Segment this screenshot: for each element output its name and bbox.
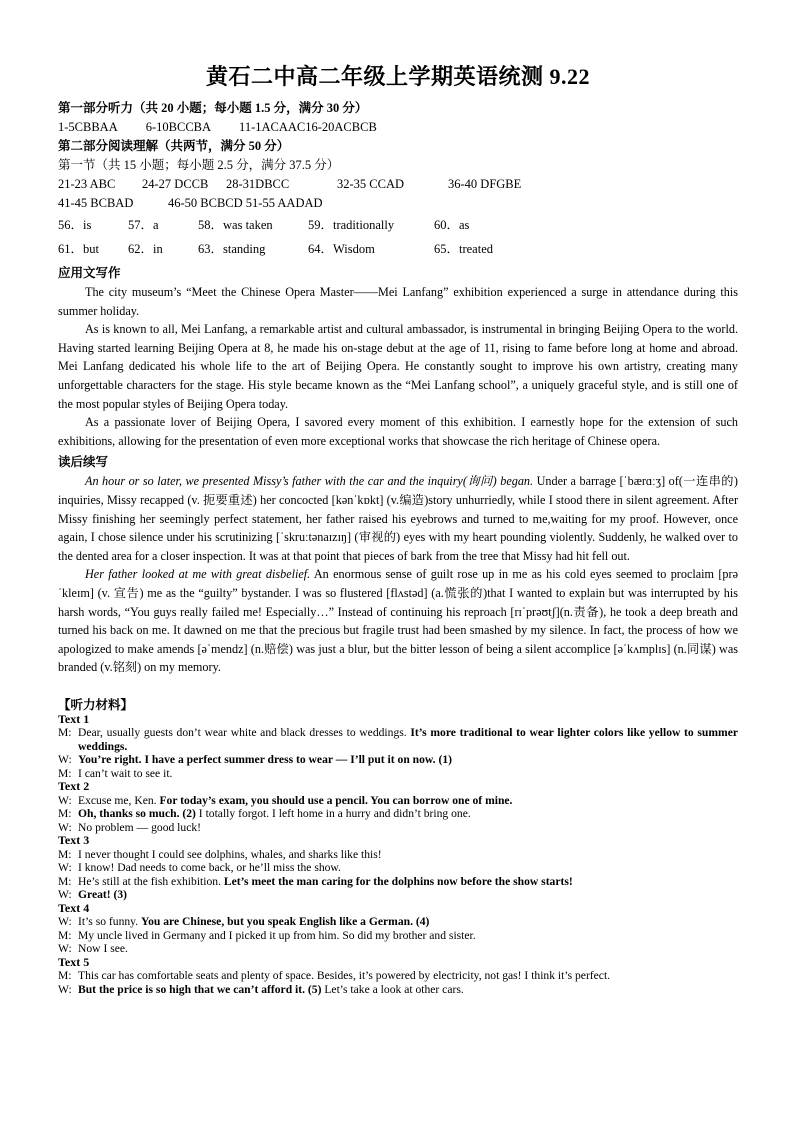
dialogue-text: I never thought I could see dolphins, whales, and sharks like this! [78, 847, 382, 861]
cloze-answer: 61．but [58, 242, 99, 256]
key-sentence: But the price is so high that we can’t afford it. (5) [78, 982, 322, 996]
speaker-label: W: [58, 793, 72, 807]
cloze-answers-row-1 [58, 213, 738, 237]
dialogue-line [58, 888, 738, 902]
dialogue-line [58, 861, 738, 875]
part1-answers [58, 118, 738, 137]
dialogue-text: Let’s take a look at other cars. [321, 982, 464, 996]
dialogue-text: Now I see. [78, 942, 128, 956]
answer-group: 28-31DBCC [226, 177, 290, 191]
key-sentence: You are Chinese, but you speak English like a German. (4) [141, 915, 430, 929]
speaker-label: W: [58, 820, 72, 834]
dialogue-text: No problem — good luck! [78, 820, 202, 834]
dialogue-line [58, 753, 738, 767]
dialogue-line [58, 848, 738, 862]
text-label: Text 3 [58, 833, 90, 848]
dialogue-line [58, 942, 738, 956]
text-label: Text 5 [58, 954, 90, 969]
answer-group: 46-50 BCBCD 51-55 AADAD [168, 196, 323, 210]
key-sentence: Let’s meet the man caring for the dolphins now before the show starts! [223, 874, 573, 888]
writing-paragraph: The city museum’s “Meet the Chinese Opera Master——Mei Lanfang” exhibition experienced a surge in attendance during this summer holiday. [58, 285, 738, 318]
dialogue-line [58, 983, 738, 997]
speaker-label: M: [58, 726, 72, 740]
dialogue-text: It’s so funny. [78, 915, 142, 929]
listening-heading: 【听力材料】 [58, 697, 134, 712]
answer-group: 24-27 DCCB [142, 177, 209, 191]
cloze-answer: 63．standing [198, 242, 266, 256]
speaker-label: M: [58, 847, 72, 861]
key-sentence: Oh, thanks so much. (2) [78, 807, 196, 821]
page-title: 黄石二中高二年级上学期英语统测 9.22 [205, 64, 590, 89]
dialogue-line [58, 875, 738, 889]
cloze-answer: 65．treated [434, 242, 494, 256]
key-sentence: You’re right. I have a perfect summer dress to wear — I’ll put it on now. (1) [78, 753, 452, 767]
speaker-label: W: [58, 942, 72, 956]
cloze-answer: 58．was taken [198, 218, 273, 232]
part2-heading: 第二部分阅读理解（共两节，满分 50 分） [58, 139, 290, 153]
speaker-label: M: [58, 874, 72, 888]
speaker-label: W: [58, 982, 72, 996]
writing-heading: 应用文写作 [58, 266, 121, 280]
continuation-paragraph [58, 565, 738, 677]
cloze-answer: 57．a [128, 218, 159, 232]
continuation-paragraph [58, 472, 738, 565]
writing-paragraph: As is known to all, Mei Lanfang, a remarkable artist and cultural ambassador, is instrumental in bringing Beijing Opera to the world. Having started learning Beijing Opera at 8, he made his on-stage debut at the age of 11, rising to fame before long at home and abroad. Mei Lanfang dedicated his whole life to the art of Beijing Opera. He constantly sought to improve his own artistry, creating many unforgettable characters for the stage. His style became known as the “Mei Lanfang school”, a uniquely graceful style, and is still one of the most popular styles of Beijing Opera today. [58, 322, 738, 411]
dialogue-text: I totally forgot. I left home in a hurry and didn’t bring one. [195, 807, 471, 821]
key-sentence: Great! (3) [78, 888, 128, 902]
dialogue-text: This car has comfortable seats and plenty of space. Besides, it’s powered by electricity, not gas! I think it’s perfect. [78, 969, 611, 983]
cloze-answer: 59．traditionally [308, 218, 395, 232]
key-sentence: For today’s exam, you should use a pencil. You can borrow one of mine. [159, 793, 513, 807]
dialogue-text: Dear, usually guests don’t wear white and black dresses to weddings. [78, 726, 411, 740]
speaker-label: W: [58, 888, 72, 902]
text-label: Text 4 [58, 900, 90, 915]
speaker-label: M: [58, 928, 72, 942]
paragraph-body: An enormous sense of guilt rose up in me as his cold eyes seemed to proclaim [prəˈkleɪm] (v. 宣告) me as the “guilty” bystander. I was so flustered [flʌstəd] (a.慌张的)that I wanted to explain but was interrupted by his harsh words, “You guys really failed me! Especially…” Instead of continuing his reproach [rɪˈprəʊtʃ](n.责备), he took a deep breath and turned his back on me. It dawned on me that the precious but fragile trust had been smashed by my silence. In fact, the process of how we apologized to make amends [əˈmendz] (n.赔偿) was just a blur, but the bitter lesson of being a silent accomplice [əˈkʌmplɪs] (n.同谋) was branded (v.铭刻) on my memory. [58, 567, 738, 675]
italic-lead: An hour or so later, we presented Missy’s father with the car and the inquiry(询问) began. [85, 474, 534, 489]
dialogue-line [58, 767, 738, 781]
part2-section1-heading: 第一节（共 15 小题；每小题 2.5 分，满分 37.5 分） [58, 158, 340, 172]
dialogue-text: He’s still at the fish exhibition. [78, 874, 224, 888]
dialogue-text: Excuse me, Ken. [78, 793, 160, 807]
cloze-answer: 62．in [128, 242, 163, 256]
dialogue-text: My uncle lived in Germany and I picked it up from him. So did my brother and sister. [78, 928, 476, 942]
speaker-label: W: [58, 861, 72, 875]
speaker-label: M: [58, 807, 72, 821]
continuation-heading: 读后续写 [58, 455, 109, 470]
dialogue-line [58, 726, 738, 753]
text-label: Text 1 [58, 711, 90, 726]
part1-heading: 第一部分听力（共 20 小题；每小题 1.5 分，满分 30 分） [58, 101, 368, 115]
answer-group: 21-23 ABC [58, 177, 116, 191]
dialogue-line [58, 821, 738, 835]
cloze-answer: 56．is [58, 218, 92, 232]
cloze-answers-row-2 [58, 237, 738, 261]
speaker-label: M: [58, 969, 72, 983]
dialogue-line [58, 929, 738, 943]
dialogue-text: I can’t wait to see it. [78, 766, 173, 780]
answer-group: 41-45 BCBAD [58, 196, 134, 210]
text-label: Text 2 [58, 779, 90, 794]
paragraph-body: Under a barrage [ˈbærɑːʒ] of(一连串的) inquiries, Missy recapped (v. 扼要重述) her concocted [kənˈkɒkt] (v.编造)story unhurriedly, while I stood there in silent agreement. After Missy finishing her seemingly perfect statement, her father raised his eyebrows and turned to me,waiting for my proof. However, once again, I chose silence under his scrutinizing [ˈskruːtənaɪzɪŋ] (审视的) eyes with my heart pounding violently. Suddenly, he walked over to the dented area for a closer inspection. It was at that point that pieces of bark from the tree that Missy had hit fell out. [58, 474, 738, 563]
speaker-label: W: [58, 915, 72, 929]
dialogue-text: I know! Dad needs to come back, or he’ll miss the show. [78, 861, 341, 875]
dialogue-line [58, 807, 738, 821]
italic-lead: Her father looked at me with great disbelief. [85, 567, 311, 582]
answer-group: 11-1ACAAC16-20ACBCB [239, 120, 377, 134]
answer-group: 36-40 DFGBE [448, 177, 522, 191]
cloze-answer: 60．as [434, 218, 470, 232]
answer-group: 1-5CBBAA [58, 120, 118, 134]
dialogue-line [58, 969, 738, 983]
dialogue-line [58, 915, 738, 929]
reading-answers-row-2 [58, 194, 738, 213]
speaker-label: M: [58, 766, 72, 780]
dialogue-line [58, 794, 738, 808]
key-sentence: It’s more traditional to wear lighter colors like yellow to summer weddings. [78, 726, 738, 753]
reading-answers-row-1 [58, 175, 738, 194]
answer-group: 6-10BCCBA [145, 120, 212, 134]
document-page [58, 60, 738, 996]
speaker-label: W: [58, 753, 72, 767]
cloze-answer: 64．Wisdom [308, 242, 375, 256]
writing-paragraph: As a passionate lover of Beijing Opera, I savored every moment of this exhibition. I earnestly hope for the extension of such exhibitions, allowing for the presentation of even more exceptional works that showcase the rich heritage of Chinese opera. [58, 415, 738, 448]
answer-group: 32-35 CCAD [337, 177, 405, 191]
listening-transcripts [58, 713, 738, 997]
